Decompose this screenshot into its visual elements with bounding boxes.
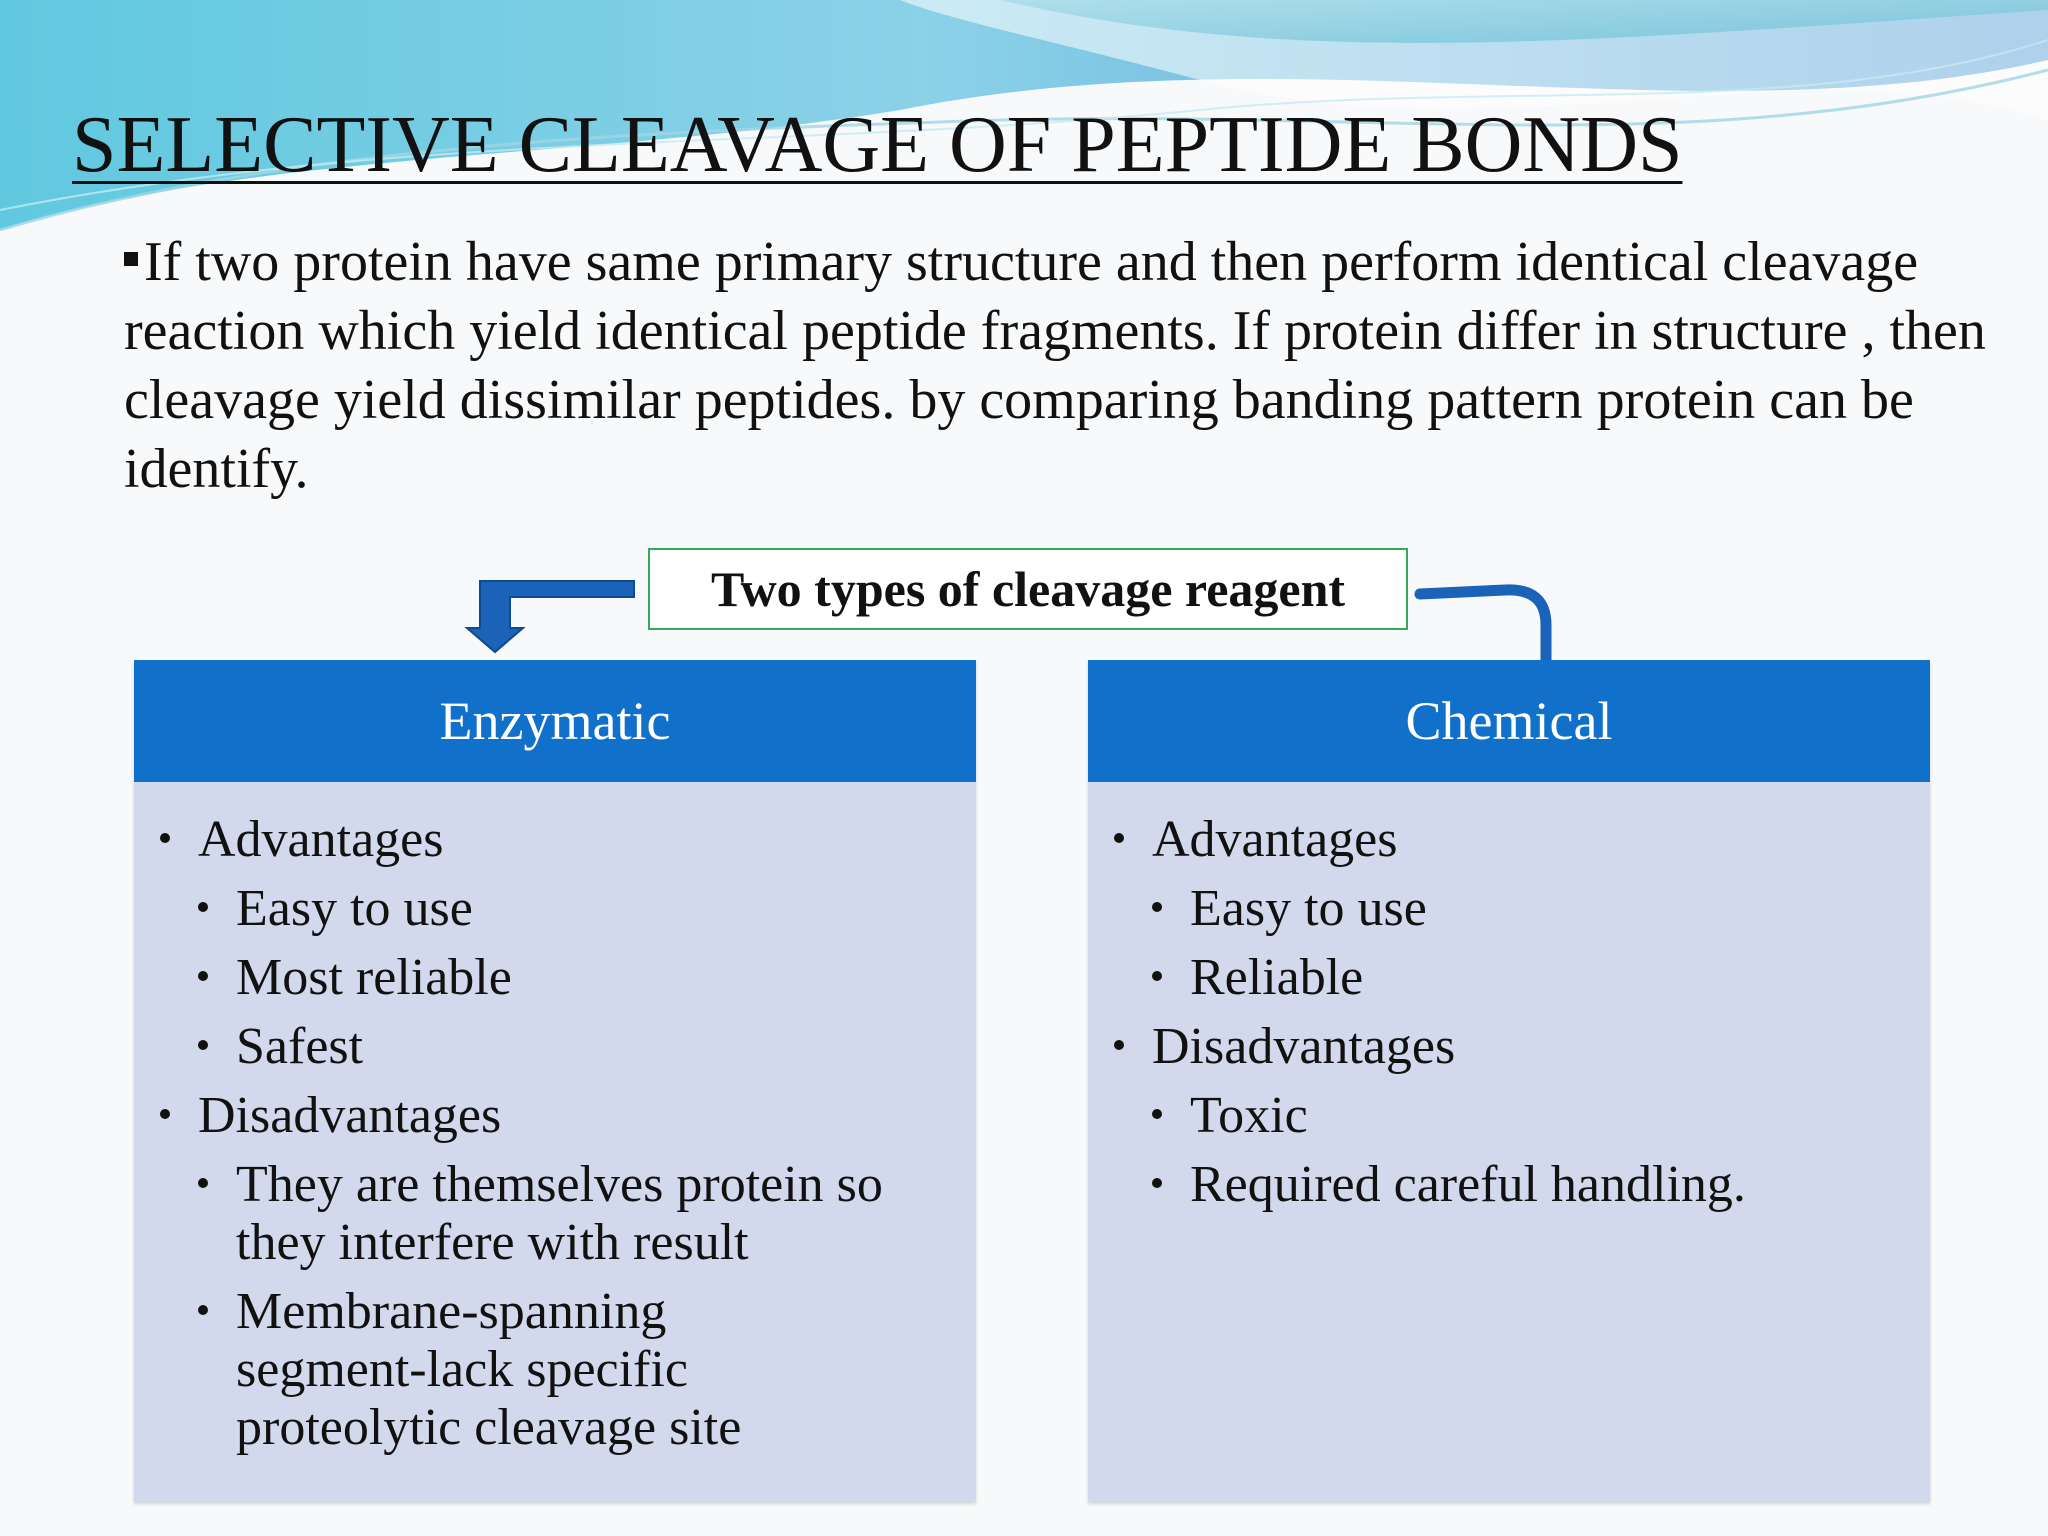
bullet-icon	[198, 971, 208, 981]
bullet-icon	[1152, 971, 1162, 981]
enzymatic-body	[134, 782, 976, 1457]
bullet-icon	[1152, 1109, 1162, 1119]
bullet-icon	[1152, 902, 1162, 912]
page-title: SELECTIVE CLEAVAGE OF PEPTIDE BONDS	[72, 101, 1683, 189]
intro-paragraph	[124, 228, 2004, 504]
bullet-icon	[1114, 833, 1124, 843]
list-item: Most reliable	[134, 949, 976, 1007]
square-bullet-icon	[124, 252, 138, 266]
bullet-icon	[198, 1178, 208, 1188]
list-item: Required careful handling.	[1088, 1156, 1930, 1214]
bullet-icon	[198, 902, 208, 912]
bullet-icon	[160, 1109, 170, 1119]
list-item: Easy to use	[134, 880, 976, 938]
cleavage-reagent-label: Two types of cleavage reagent	[648, 548, 1408, 630]
bullet-icon	[160, 833, 170, 843]
list-item: Advantages	[134, 811, 976, 869]
intro-text: If two protein have same primary structure and then perform identical cleavage reaction which yield identical peptide fragments. If protein differ in structure , then cleavage yield dissimilar peptides. by comparing banding pattern protein can be identify.	[124, 231, 1986, 500]
enzymatic-header: Enzymatic	[134, 660, 976, 782]
chemical-body	[1088, 782, 1930, 1214]
enzymatic-panel	[134, 660, 976, 1502]
bullet-icon	[198, 1305, 208, 1315]
list-item: Advantages	[1088, 811, 1930, 869]
list-item: They are themselves protein so they interfere with result	[134, 1156, 896, 1272]
chemical-header: Chemical	[1088, 660, 1930, 782]
bullet-icon	[1114, 1040, 1124, 1050]
list-item: Membrane-spanning segment-lack specific proteolytic cleavage site	[134, 1283, 796, 1457]
list-item: Reliable	[1088, 949, 1930, 1007]
bullet-icon	[1152, 1178, 1162, 1188]
bullet-icon	[198, 1040, 208, 1050]
list-item: Disadvantages	[134, 1087, 976, 1145]
list-item: Easy to use	[1088, 880, 1930, 938]
left-bent-arrow-icon	[467, 581, 634, 652]
list-item: Toxic	[1088, 1087, 1930, 1145]
chemical-panel	[1088, 660, 1930, 1502]
list-item: Disadvantages	[1088, 1018, 1930, 1076]
list-item: Safest	[134, 1018, 976, 1076]
